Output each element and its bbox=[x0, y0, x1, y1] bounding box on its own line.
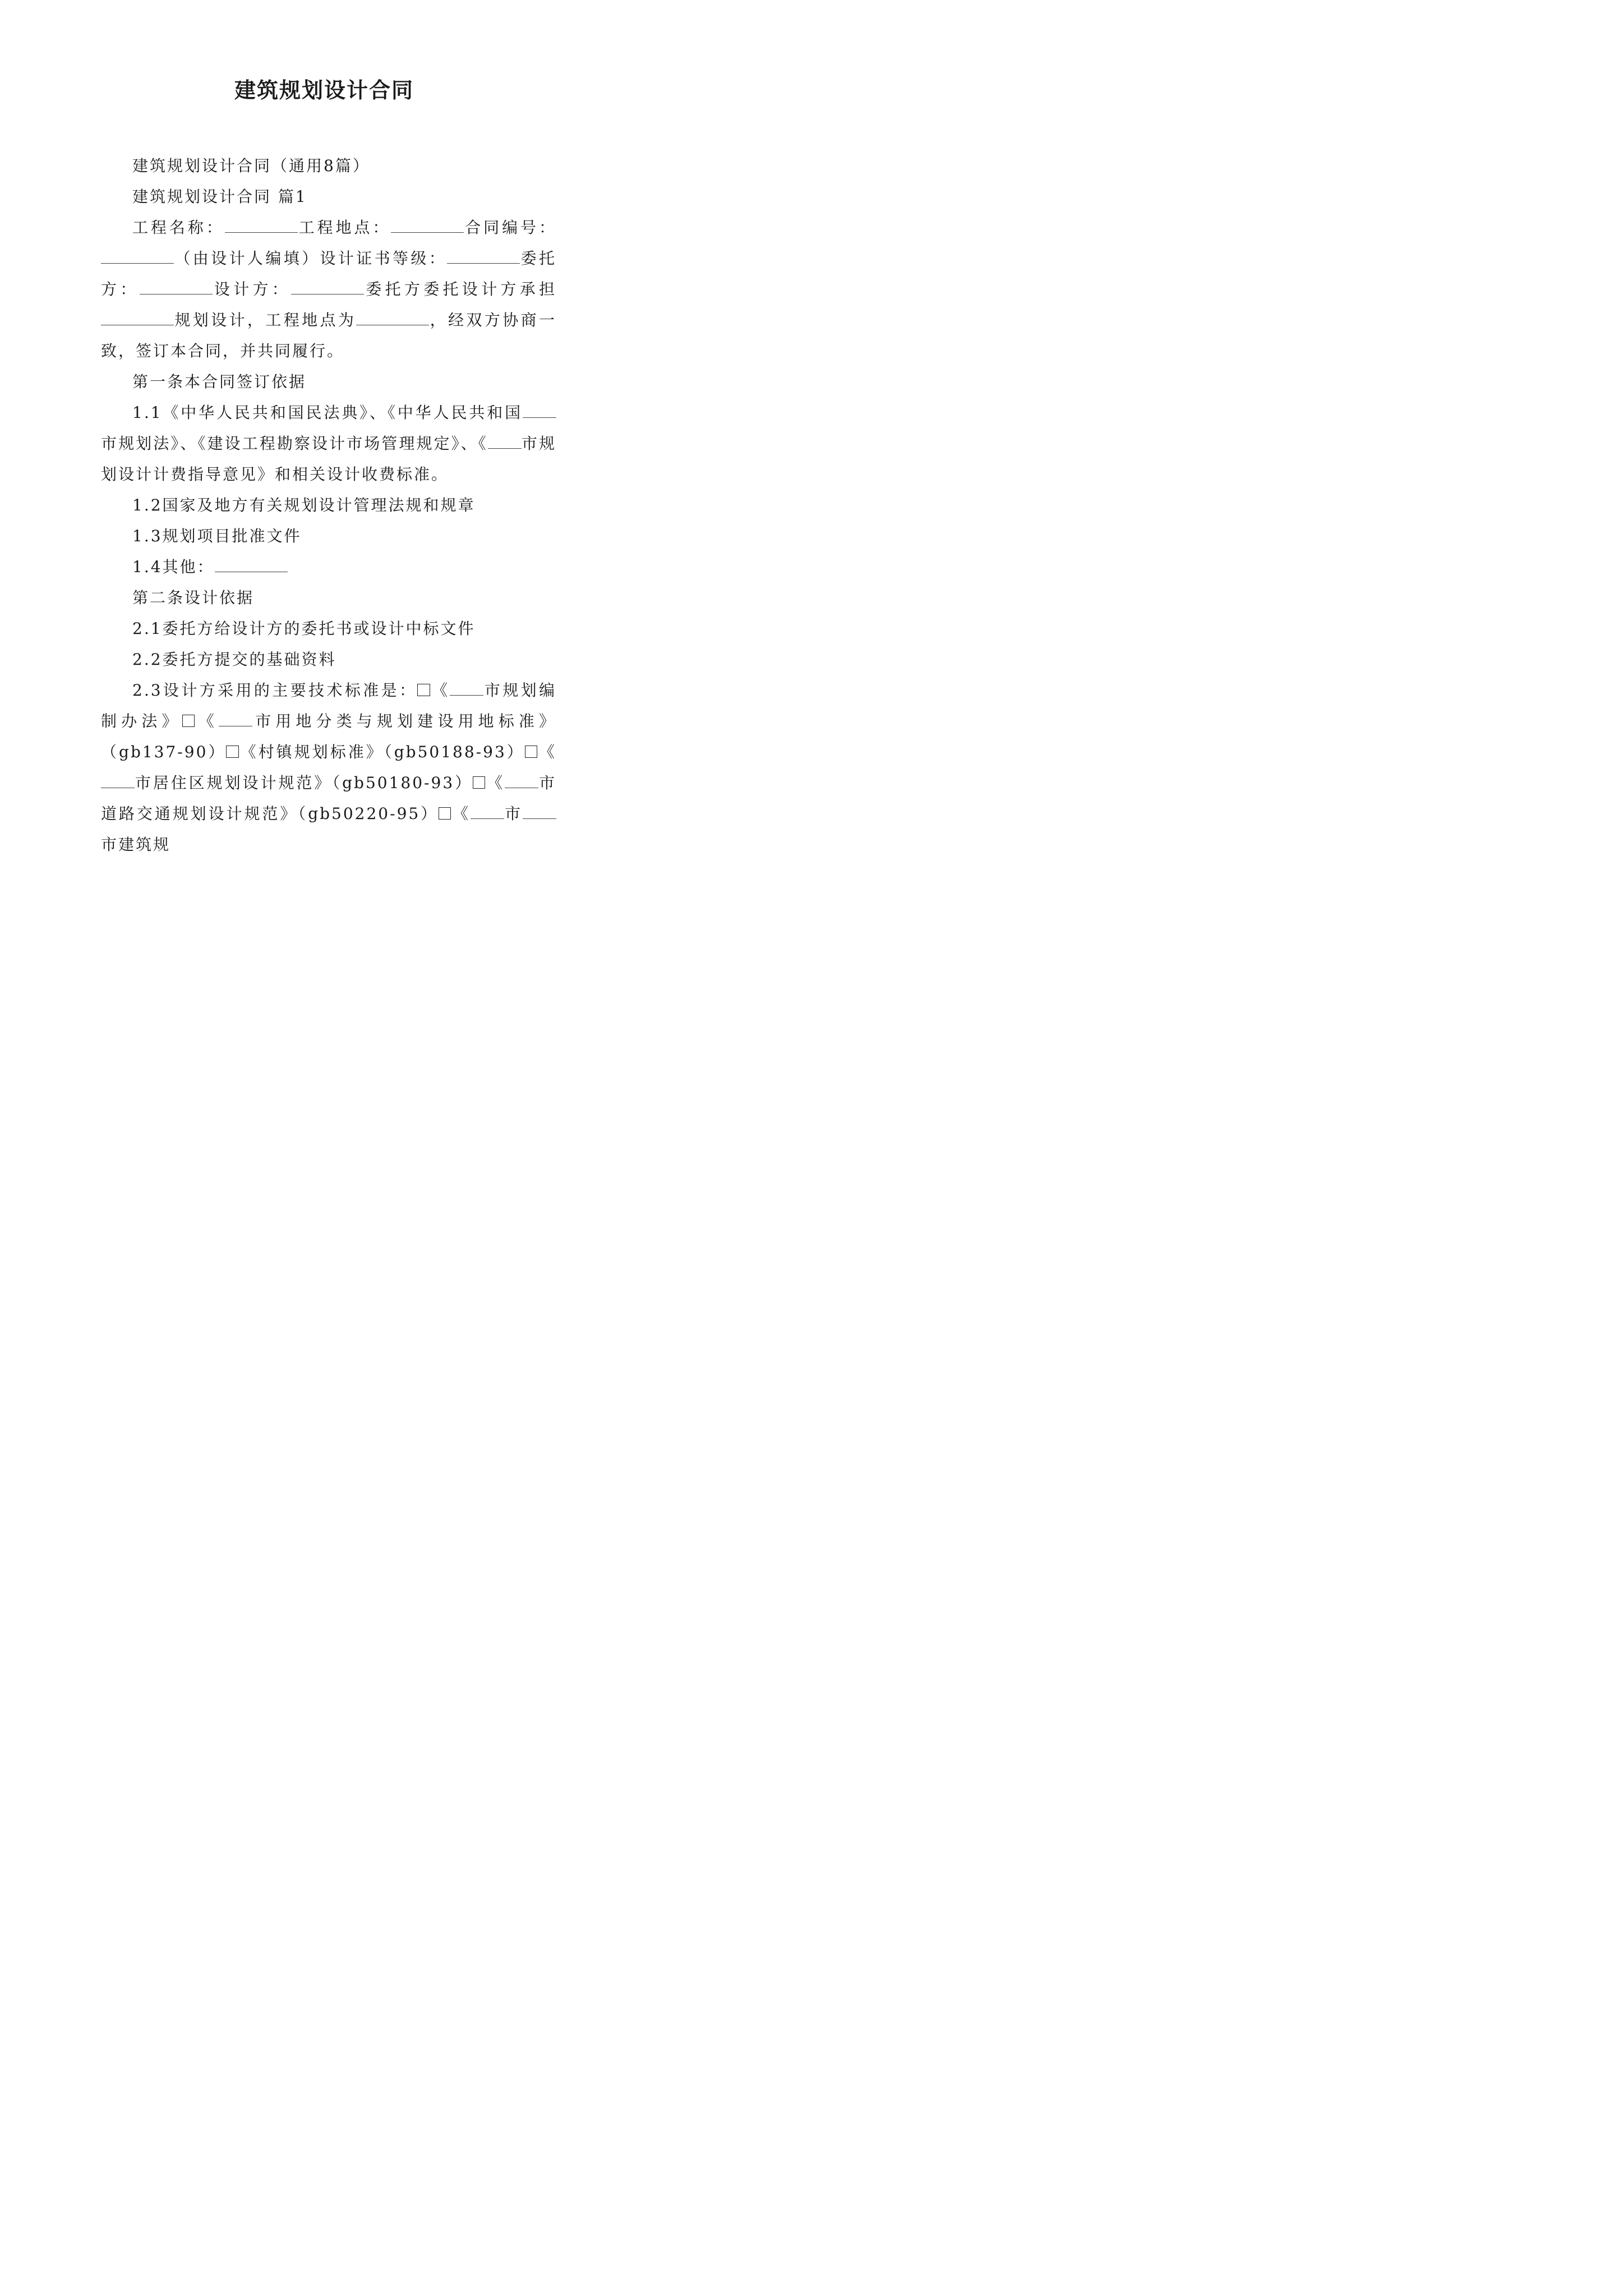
contract-no-blank bbox=[101, 248, 174, 264]
article1-item1-text-a: 1.1《中华人民共和国民法典》、《中华人民共和国 bbox=[132, 403, 523, 422]
article1-item1 bbox=[101, 397, 556, 490]
article1-heading: 第一条本合同签订依据 bbox=[132, 372, 307, 391]
std4-close: 市居住区规划设计规范》（gb50180-93） bbox=[135, 774, 473, 792]
article2-item2: 2.2委托方提交的基础资料 bbox=[132, 650, 336, 669]
article2-item3 bbox=[101, 675, 556, 860]
document-body bbox=[101, 150, 556, 860]
certificate-grade-blank bbox=[447, 248, 520, 264]
contract-info-paragraph bbox=[101, 212, 556, 366]
project-name-blank bbox=[225, 217, 298, 233]
site-location-blank bbox=[356, 310, 429, 325]
std3: 《村镇规划标准》（gb50188-93） bbox=[239, 743, 525, 761]
std2-open: 《 bbox=[195, 712, 219, 730]
client-blank bbox=[140, 279, 213, 295]
designer-blank bbox=[291, 279, 364, 295]
document-subtitle: 建筑规划设计合同（通用8篇） bbox=[132, 157, 370, 175]
article1-item1-text-c: 市规划设计计费指导意见》和相关设计收费标准。 bbox=[101, 434, 556, 484]
planning-text: 规划设计，工程地点为 bbox=[174, 311, 357, 329]
article1-item1-text-b: 市规划法》、《建设工程勘察设计市场管理规定》、《 bbox=[101, 434, 488, 453]
standards-intro: 2.3设计方采用的主要技术标准是： bbox=[132, 681, 418, 700]
checkbox-icon[interactable] bbox=[182, 715, 195, 727]
std4-open: 《 bbox=[538, 743, 556, 761]
checkbox-icon[interactable] bbox=[525, 746, 537, 758]
checkbox-icon[interactable] bbox=[417, 684, 430, 696]
fee-region-blank bbox=[488, 433, 522, 449]
std2-blank bbox=[219, 711, 252, 726]
client-label: 委托方： bbox=[101, 249, 556, 298]
checkbox-icon[interactable] bbox=[439, 807, 451, 820]
article2-item1: 2.1委托方给设计方的委托书或设计中标文件 bbox=[132, 619, 476, 638]
other-basis-blank bbox=[215, 556, 288, 572]
article1-item4 bbox=[101, 551, 556, 582]
document-page bbox=[0, 0, 648, 917]
checkbox-icon[interactable] bbox=[473, 776, 485, 789]
std6-blank-a bbox=[471, 803, 504, 819]
std6-mid: 市 bbox=[504, 804, 523, 823]
std5-blank bbox=[505, 772, 538, 788]
std6-open: 《 bbox=[452, 804, 471, 823]
std1-close: 市规划编制办法》 bbox=[101, 681, 556, 730]
article1-item4-text: 1.4其他： bbox=[132, 558, 215, 576]
checkbox-icon[interactable] bbox=[226, 746, 238, 758]
article1-item3: 1.3规划项目批准文件 bbox=[132, 527, 302, 545]
project-location-label: 工程地点： bbox=[297, 218, 391, 237]
contract-no-note: （由设计人编填）设计证书等级： bbox=[174, 249, 448, 268]
contract-no-label: 合同编号： bbox=[464, 218, 556, 237]
std2-close: 市用地分类与规划建设用地标准》（gb137-90） bbox=[101, 712, 556, 761]
std1-blank bbox=[450, 680, 483, 696]
document-title: 建筑规划设计合同 bbox=[234, 77, 414, 103]
entrust-text: 委托方委托设计方承担 bbox=[364, 280, 556, 298]
article2-heading: 第二条设计依据 bbox=[132, 588, 255, 607]
closing-text: ，经双方协商一致，签订本合同，并共同履行。 bbox=[101, 311, 556, 360]
section-heading: 建筑规划设计合同 篇1 bbox=[132, 187, 307, 206]
std6-close: 市建筑规 bbox=[101, 835, 171, 854]
std5-open: 《 bbox=[486, 774, 505, 792]
std5-close: 市道路交通规划设计规范》（gb50220-95） bbox=[101, 774, 556, 823]
std4-blank bbox=[101, 772, 135, 788]
law-region-blank bbox=[523, 402, 556, 418]
std6-blank-b bbox=[523, 803, 556, 819]
planning-scope-blank bbox=[101, 310, 174, 325]
project-location-blank bbox=[391, 217, 464, 233]
project-name-label: 工程名称： bbox=[132, 218, 225, 237]
designer-label: 设计方： bbox=[212, 280, 292, 298]
article1-item2: 1.2国家及地方有关规划设计管理法规和规章 bbox=[132, 496, 476, 514]
std1-open: 《 bbox=[431, 681, 450, 700]
